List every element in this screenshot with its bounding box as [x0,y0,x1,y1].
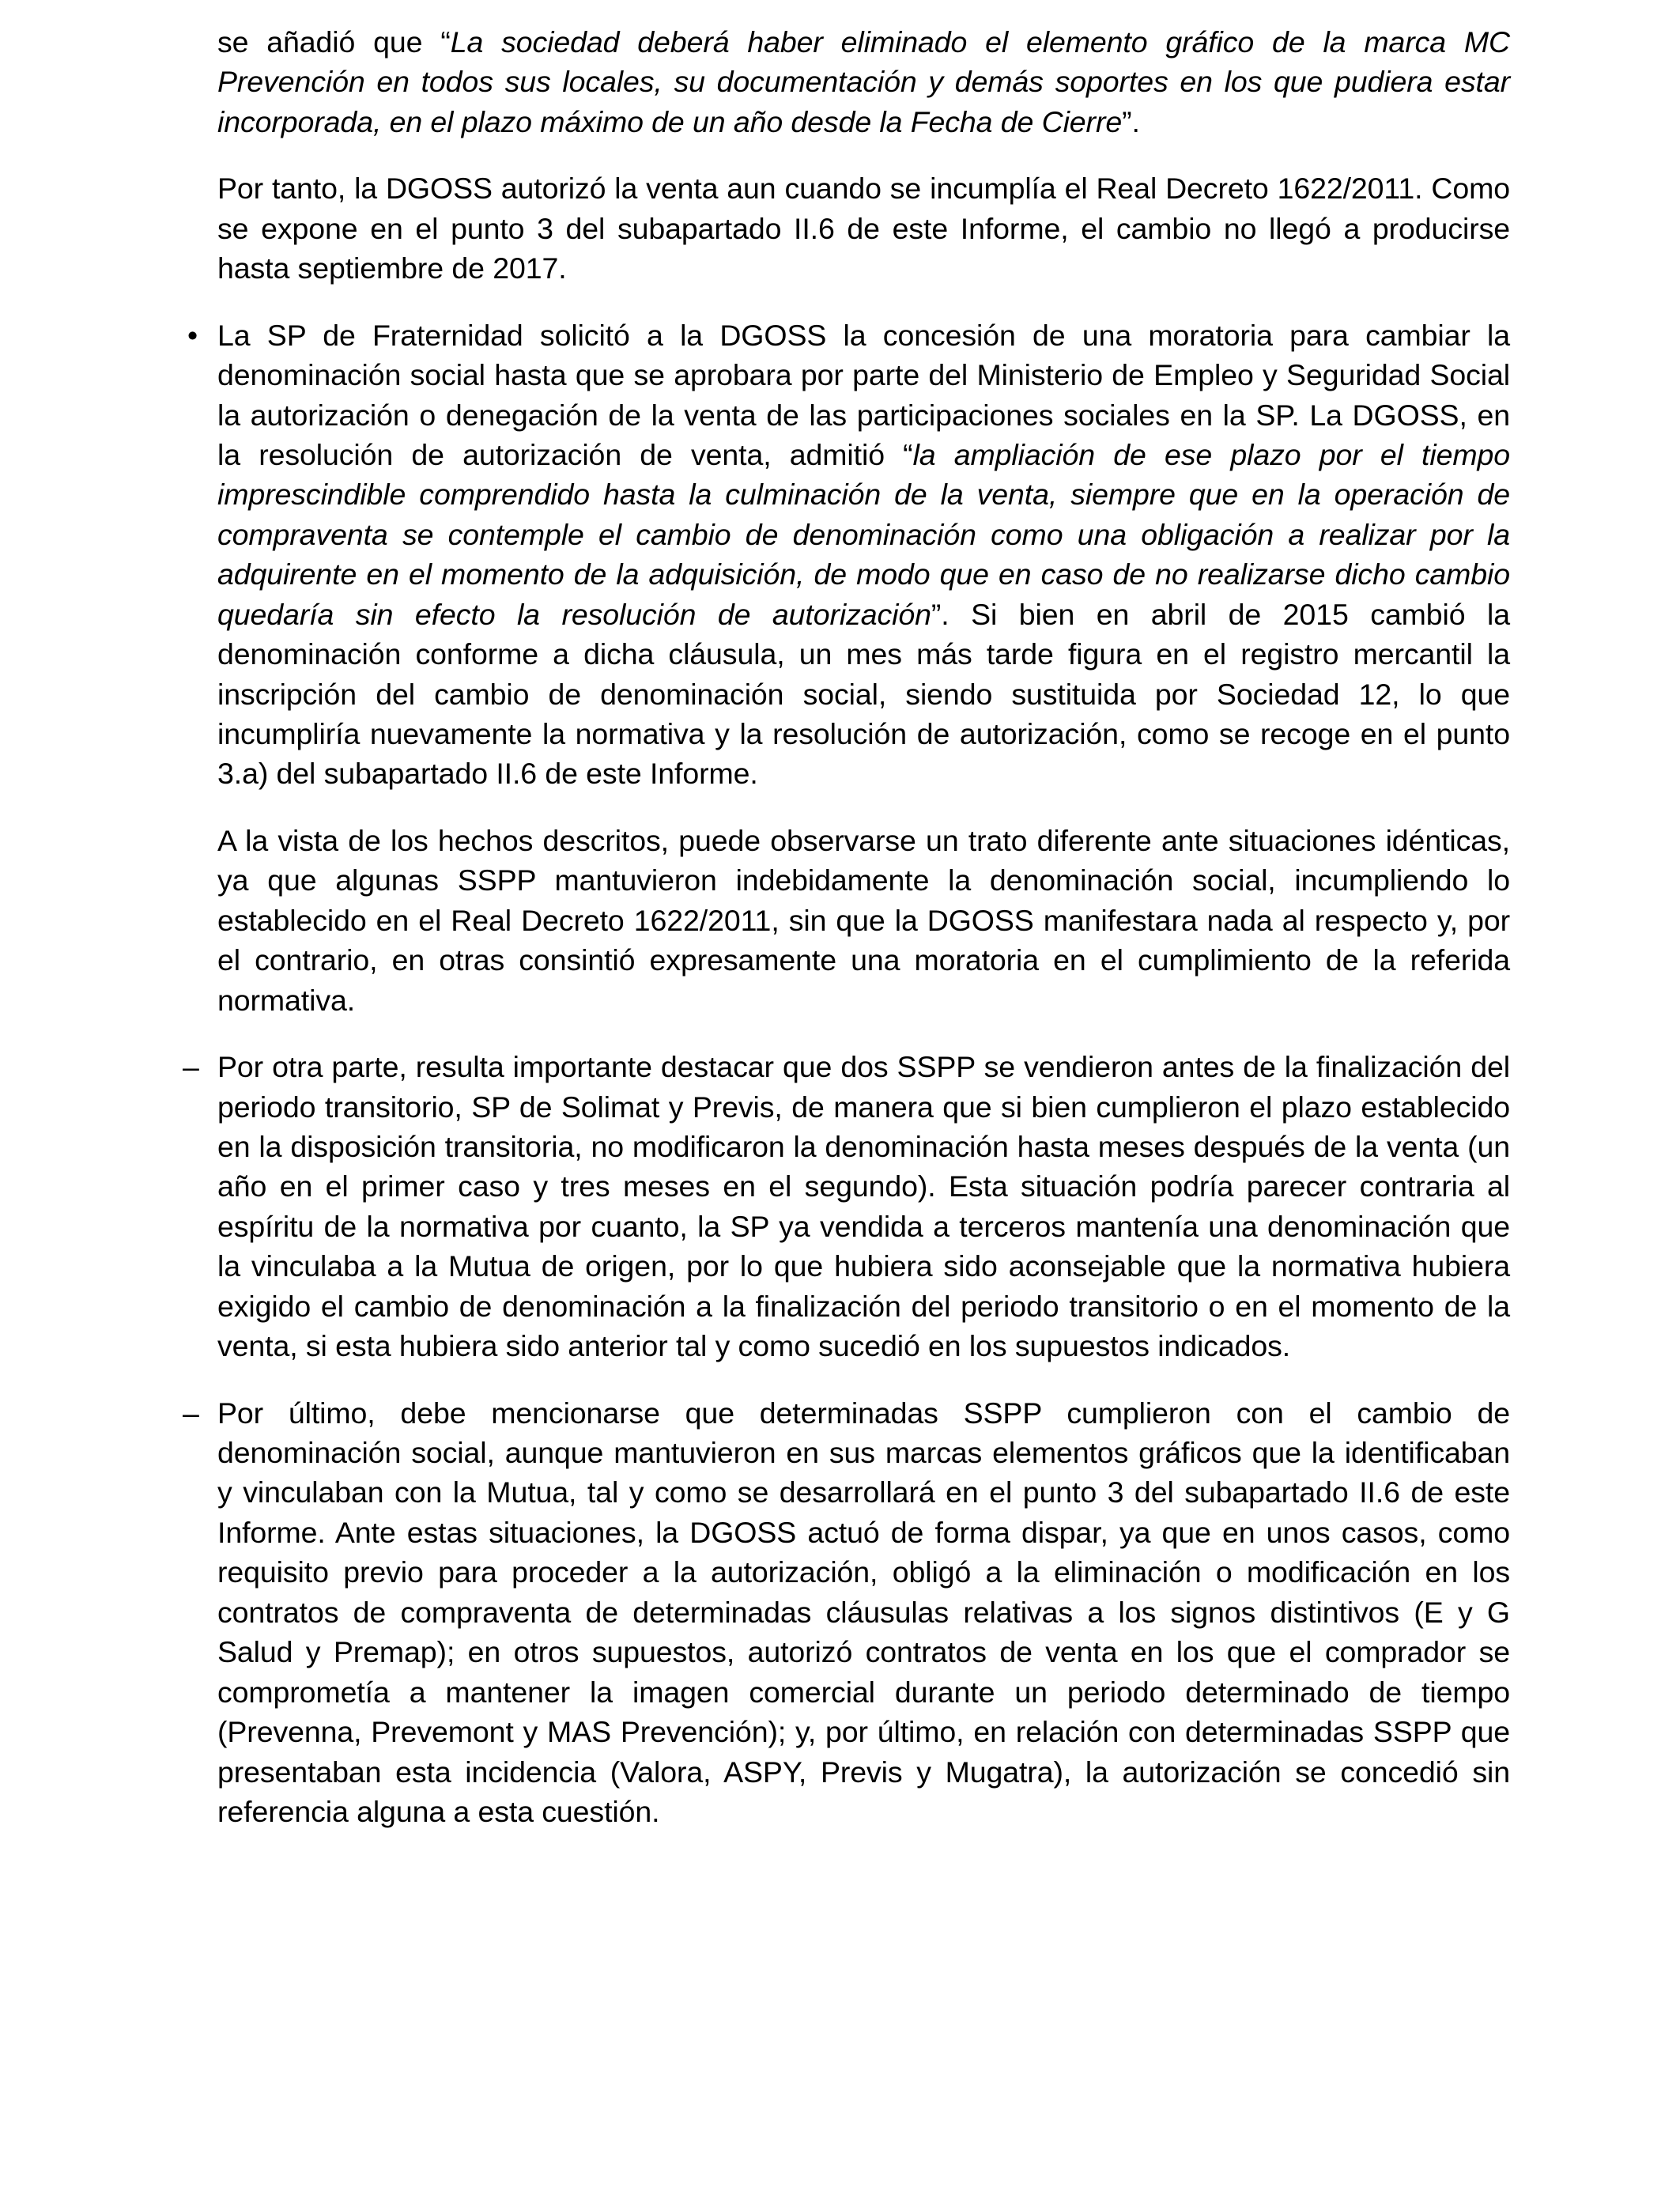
dash-marker-icon-1: – [183,1050,199,1084]
paragraph-1-run-normal-2: ”. [1122,104,1140,138]
paragraph-2 [217,168,1510,288]
list-item-dash-por-ultimo [170,1393,1510,1832]
paragraph-4 [217,821,1510,1020]
paragraph-2-run-normal-1: Por tanto, la DGOSS autorizó la venta aun cuando se incumplía el Real Decreto 1622/2011. Como se expone en el punto 3 del subapartado II.6 de este Informe, el cambio no llegó a producirse hasta septiembre de 2017. [217,172,1510,285]
list-item-dash-por-ultimo-text: Por último, debe mencionarse que determinadas SSPP cumplieron con el cambio de denominación social, aunque mantuvieron en sus marcas elementos gráficos que la identificaban y vinculaban con la Mutua, tal y como se desarrollará en el punto 3 del subapartado II.6 de este Informe. Ante estas situaciones, la DGOSS actuó de forma dispar, ya que en unos casos, como requisito previo para proceder a la autorización, obligó a la eliminación o modificación en los contratos de compraventa de determinadas cláusulas relativas a los signos distintivos (E y G Salud y Premap); en otros supuestos, autorizó contratos de venta en los que el comprador se comprometía a mantener la imagen comercial durante un periodo determinado de tiempo (Prevenna, Prevemont y MAS Prevención); y, por último, en relación con determinadas SSPP que presentaban esta incidencia (Valora, ASPY, Previs y Mugatra), la autorización se concedió sin referencia alguna a esta cuestión. [217,1396,1510,1828]
paragraph-1-run-italic-quote: La sociedad deberá haber eliminado el elemento gráfico de la marca MC Prevención en todos sus locales, su documentación y demás soportes en los que pudiera estar incorporada, en el plazo máximo de un año desde la Fecha de Cierre [217,25,1510,138]
bullet-run-normal-1: La SP de Fraternidad solicitó a la DGOSS la concesión de una moratoria para cambiar la denominación social hasta que se aprobara por parte del Ministerio de Empleo y Seguridad Social la autorización o denegación de la venta de las participaciones sociales en la SP. La DGOSS, en la resolución de autorización de venta, admitió “ [217,318,1510,471]
list-item-dash-por-otra-parte-text: Por otra parte, resulta importante destacar que dos SSPP se vendieron antes de la finalización del periodo transitorio, SP de Solimat y Previs, de manera que si bien cumplieron el plazo establecido en la disposición transitoria, no modificaron la denominación hasta meses después de la venta (un año en el primer caso y tres meses en el segundo). Esta situación podría parecer contraria al espíritu de la normativa por cuanto, la SP ya vendida a terceros mantenía una denominación que la vinculaba a la Mutua de origen, por lo que hubiera sido aconsejable que la normativa hubiera exigido el cambio de denominación a la finalización del periodo transitorio o en el momento de la venta, si esta hubiera sido anterior tal y como sucedió en los supuestos indicados. [217,1050,1510,1363]
list-item-bullet-fraternidad-text [217,315,1510,794]
bullet-run-normal-2: ”. Si bien en abril de 2015 cambió la denominación conforme a dicha cláusula, un mes más tarde figura en el registro mercantil la inscripción del cambio de denominación social, siendo sustituida por Sociedad 12, lo que incumpliría nuevamente la normativa y la resolución de autorización, como se recoge en el punto 3.a) del subapartado II.6 de este Informe. [217,597,1510,791]
paragraph-1 [217,22,1510,142]
document-body [170,22,1510,2095]
paragraph-4-run-normal-1: A la vista de los hechos descritos, puede observarse un trato diferente ante situaciones idénticas, ya que algunas SSPP mantuvieron indebidamente la denominación social, incumpliendo lo establecido en el Real Decreto 1622/2011, sin que la DGOSS manifestara nada al respecto y, por el contrario, en otras consintió expresamente una moratoria en el cumplimiento de la referida normativa. [217,823,1510,1017]
bullet-run-italic-quote: la ampliación de ese plazo por el tiempo imprescindible comprendido hasta la culminación de la venta, siempre que en la operación de compraventa se contemple el cambio de denominación como una obligación a realizar por la adquirente en el momento de la adquisición, de modo que en caso de no realizarse dicho cambio quedaría sin efecto la resolución de autorización [217,437,1510,631]
list-item-dash-por-otra-parte [170,1047,1510,1366]
bullet-marker-icon: • [187,318,198,352]
paragraph-1-run-normal-1: se añadió que “ [217,25,451,59]
dash-marker-icon-2: – [183,1396,199,1430]
page-bottom-whitespace [170,1858,1510,2095]
list-item-bullet-fraternidad [170,315,1510,794]
